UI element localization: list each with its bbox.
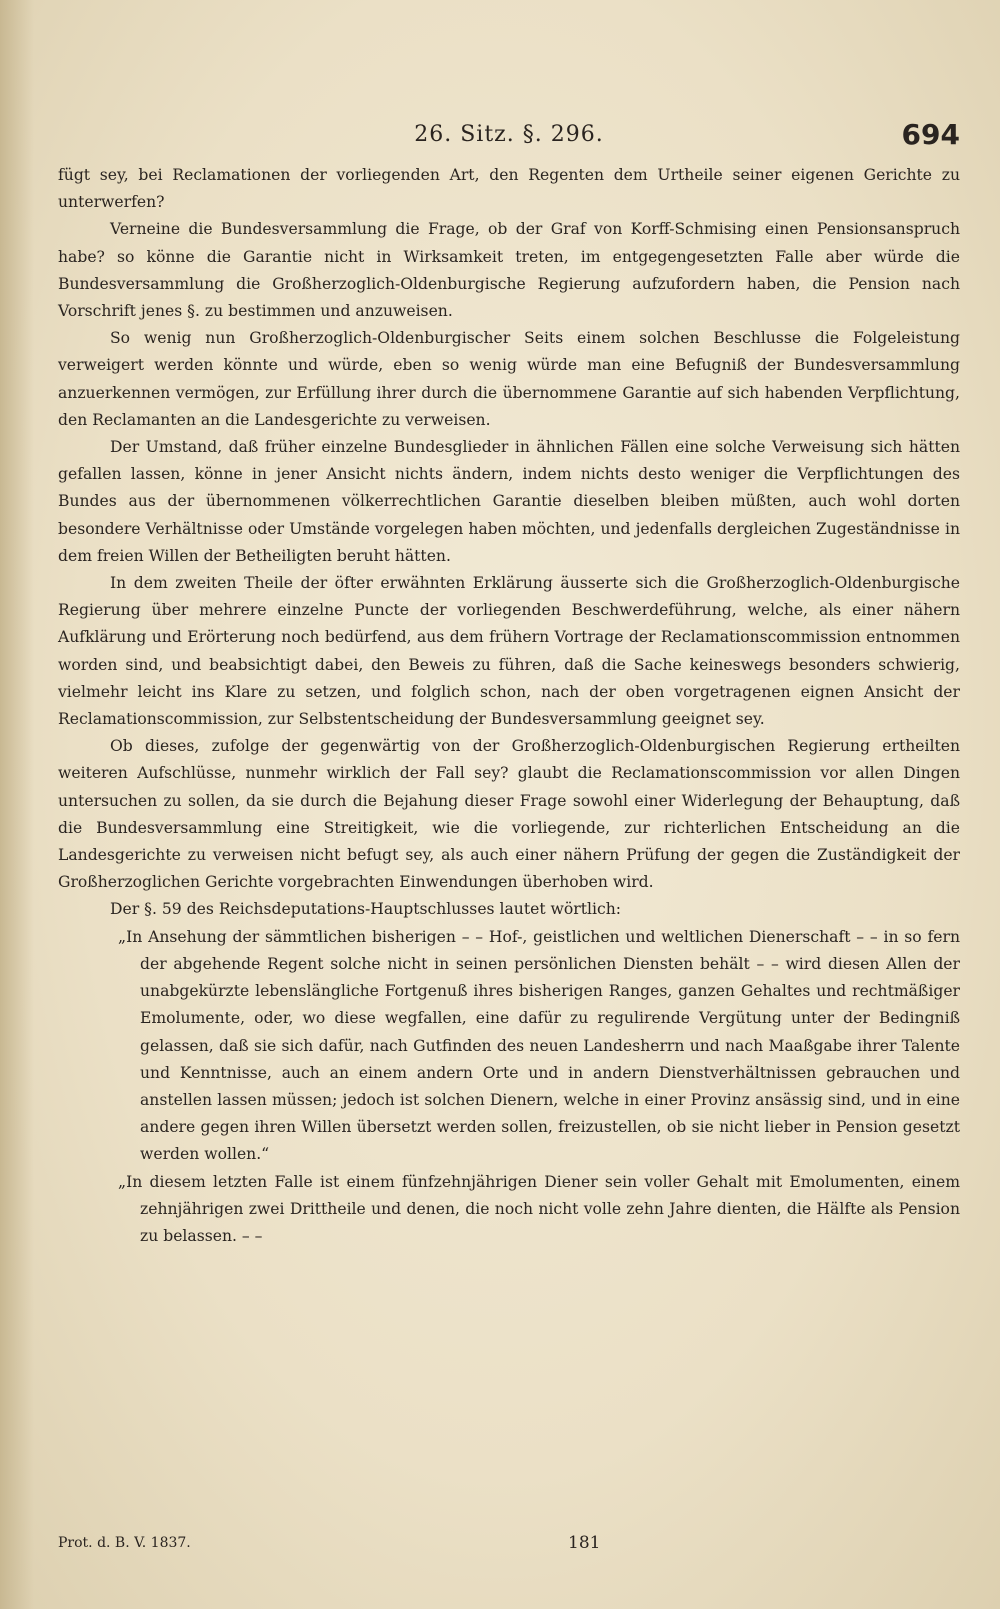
paragraph: fügt sey, bei Reclamationen der vorliegenden Art, den Regenten dem Urtheile seiner eigenen Gerichte zu unterwerfen? bbox=[58, 166, 960, 212]
page-footer bbox=[58, 1533, 960, 1557]
page-number: 694 bbox=[901, 118, 960, 151]
quoted-paragraph: „In Ansehung der sämmtlichen bisherigen – – Hof-, geistlichen und weltlichen Dienerschaft – – in so fern der abgehende Regent solche nicht in seinen persönlichen Diensten behält – – wird diesen Allen der unabgekürzte lebenslängliche Fortgenuß ihres bisherigen Ranges, ganzen Gehaltes und rechtmäßiger Emolumente, oder, wo diese wegfallen, eine dafür zu regulirende Vergütung unter der Bedingniß gelassen, daß sie sich dafür, nach Gutfinden des neuen Landesherrn und nach Maaßgabe ihrer Talente und Kenntnisse, auch an einem andern Orte und in andern Dienstverhältnissen gebrauchen und anstellen lassen müssen; jedoch ist solchen Dienern, welche in einer Provinz ansässig sind, und in eine andere gegen ihren Willen übersetzt werden sollen, freizustellen, ob sie nicht lieber in Pension gesetzt werden wollen.“ bbox=[118, 927, 960, 1164]
paragraph: Der Umstand, daß früher einzelne Bundesglieder in ähnlichen Fällen eine solche Verweisung sich hätten gefallen lassen, könne in jener Ansicht nichts ändern, indem nichts desto weniger die Verpflichtungen des Bundes aus der übernommenen völkerrechtlichen Garantie dieselben bleiben müßten, auch wohl dorten besondere Verhältnisse oder Umstände vorgelegen haben möchten, und jedenfalls dergleichen Zugeständnisse in dem freien Willen der Betheiligten beruht hätten. bbox=[58, 438, 960, 565]
paragraph: Ob dieses, zufolge der gegenwärtig von der Großherzoglich-Oldenburgischen Regierung ertheilten weiteren Aufschlüsse, nunmehr wirklich der Fall sey? glaubt die Reclamationscommission vor allen Dingen untersuchen zu sollen, da sie durch die Bejahung dieser Frage sowohl einer Widerlegung der Behauptung, daß die Bundesversammlung eine Streitigkeit, wie die vorliegende, zur richterlichen Entscheidung an die Landesgerichte zu verweisen nicht befugt sey, als auch einer nähern Prüfung der gegen die Zuständigkeit der Großherzoglichen Gerichte vorgebrachten Einwendungen überhoben wird. bbox=[58, 737, 960, 892]
paragraph: Verneine die Bundesversammlung die Frage, ob der Graf von Korff-Schmising einen Pensionsanspruch habe? so könne die Garantie nicht in Wirksamkeit treten, im entgegengesetzten Falle aber würde die Bundesversammlung die Großherzoglich-Oldenburgische Regierung aufzufordern haben, die Pension nach Vorschrift jenes §. zu bestimmen und anzuweisen. bbox=[58, 220, 960, 321]
paragraph: Der §. 59 des Reichsdeputations-Hauptschlusses lautet wörtlich: bbox=[110, 900, 622, 919]
body-text bbox=[58, 162, 960, 1250]
running-head: 26. Sitz. §. 296. bbox=[414, 122, 604, 147]
page-header bbox=[58, 118, 960, 158]
paragraph: In dem zweiten Theile der öfter erwähnten Erklärung äusserte sich die Großherzoglich-Oldenburgische Regierung über mehrere einzelne Puncte der vorliegenden Beschwerdeführung, welche, als einer nähern Aufklärung und Erörterung noch bedürfend, aus dem frühern Vortrage der Reclamationscommission entnommen worden sind, und beabsichtigt dabei, den Beweis zu führen, daß die Sache keineswegs besonders schwierig, vielmehr leicht ins Klare zu setzen, und folglich schon, nach der oben vorgetragenen eignen Ansicht der Reclamationscommission, zur Selbstentscheidung der Bundesversammlung geeignet sey. bbox=[58, 574, 960, 729]
imprint: Prot. d. B. V. 1837. bbox=[58, 1535, 191, 1551]
paragraph: So wenig nun Großherzoglich-Oldenburgischer Seits einem solchen Beschlusse die Folgeleistung verweigert werden könnte und würde, eben so wenig würde man eine Befugniß der Bundesversammlung anzuerkennen vermögen, zur Erfüllung ihrer durch die übernommene Garantie auf sich habenden Verpflichtung, den Reclamanten an die Landesgerichte zu verweisen. bbox=[58, 329, 960, 429]
signature-mark: 181 bbox=[568, 1533, 601, 1553]
quoted-paragraph: „In diesem letzten Falle ist einem fünfzehnjährigen Diener sein voller Gehalt mit Emolumenten, einem zehnjährigen zwei Drittheile und denen, die noch nicht volle zehn Jahre dienten, die Hälfte als Pension zu belassen. – – bbox=[118, 1172, 960, 1245]
